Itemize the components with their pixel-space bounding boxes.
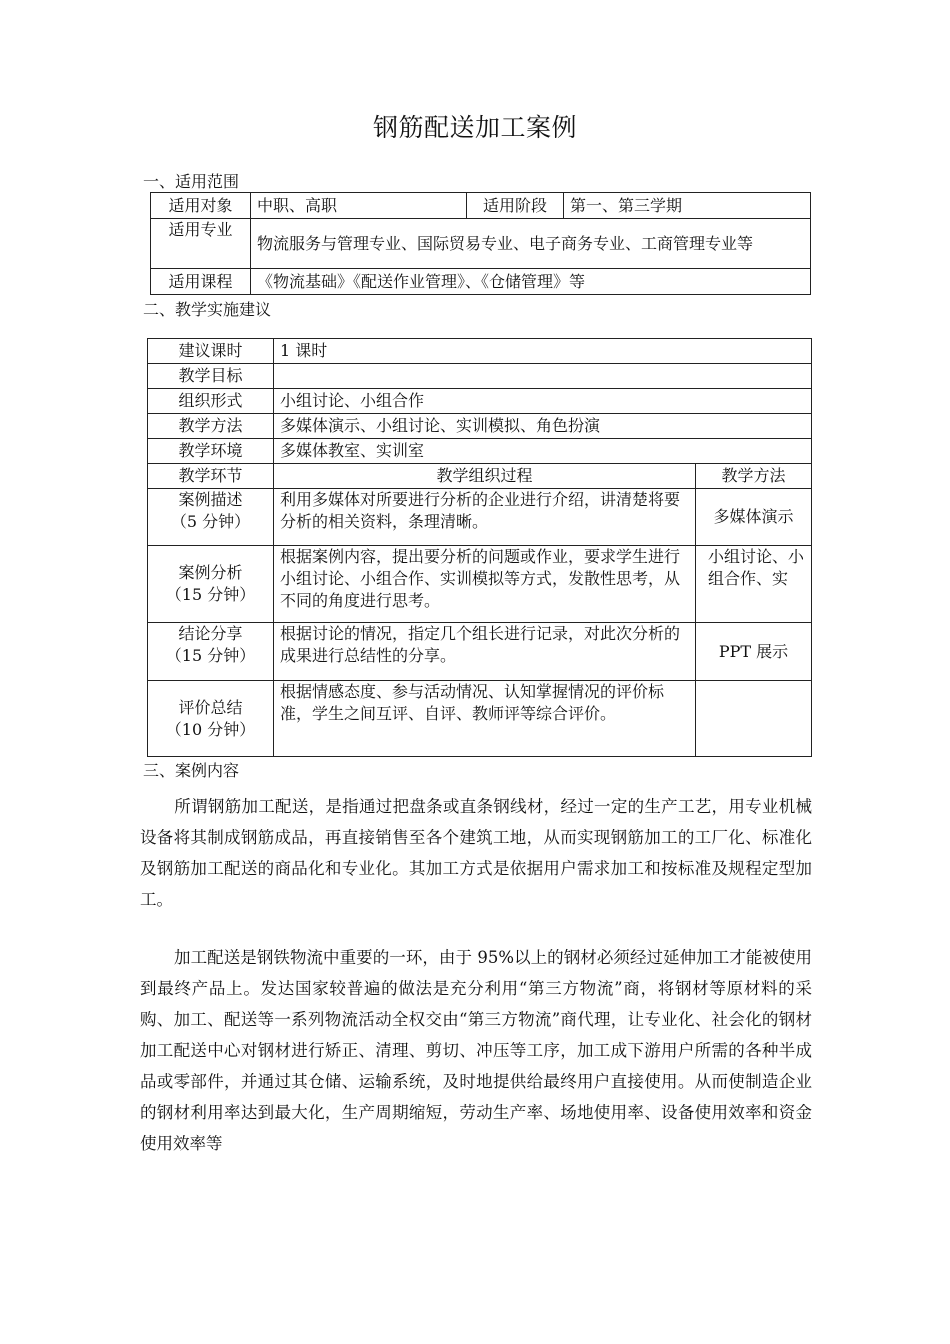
step-name: 案例描述 <box>178 490 243 509</box>
section-heading-teaching: 二、教学实施建议 <box>143 300 272 319</box>
head-process: 教学组织过程 <box>274 464 696 489</box>
step-process: 利用多媒体对所要进行分析的企业进行介绍，讲清楚将要分析的相关资料，条理清晰。 <box>274 489 696 546</box>
env-value: 多媒体教室、实训室 <box>274 439 812 464</box>
hours-value: 1 课时 <box>274 339 812 364</box>
step-duration: （10 分钟） <box>165 719 256 739</box>
course-label: 适用课程 <box>151 269 251 295</box>
method-value: 多媒体演示、小组讨论、实训模拟、角色扮演 <box>274 414 812 439</box>
goal-value <box>274 364 812 389</box>
step-process: 根据讨论的情况，指定几个组长进行记录，对此次分析的成果进行总结性的分享。 <box>274 623 696 681</box>
stage-label: 适用阶段 <box>467 193 564 219</box>
scope-table <box>150 192 811 295</box>
table-row <box>148 623 812 681</box>
step-method: PPT 展示 <box>696 623 812 681</box>
step-duration: （15 分钟） <box>165 585 256 604</box>
stage-value: 第一、第三学期 <box>564 193 811 219</box>
target-label: 适用对象 <box>151 193 251 219</box>
head-method: 教学方法 <box>696 464 812 489</box>
target-value: 中职、高职 <box>251 193 467 219</box>
step-name: 结论分享 <box>178 624 243 643</box>
hours-label: 建议课时 <box>148 339 274 364</box>
step-method: 多媒体演示 <box>696 489 812 546</box>
table-row <box>148 546 812 623</box>
org-value: 小组讨论、小组合作 <box>274 389 812 414</box>
table-row <box>148 681 812 757</box>
paragraph-1: 所谓钢筋加工配送，是指通过把盘条或直条钢线材，经过一定的生产工艺，用专业机械设备将其制成钢筋成品，再直接销售至各个建筑工地，从而实现钢筋加工的工厂化、标准化及钢筋加工配送的商品化和专业化。其加工方式是依据用户需求加工和按标准及规程定型加工。 <box>140 797 812 909</box>
course-value: 《物流基础》《配送作业管理》、《仓储管理》等 <box>251 269 811 295</box>
paragraph-2: 加工配送是钢铁物流中重要的一环，由于 95%以上的钢材必须经过延伸加工才能被使用到最终产品上。发达国家较普遍的做法是充分利用“第三方物流”商，将钢材等原材料的采购、加工、配送等一系列物流活动全权交由“第三方物流”商代理，让专业化、社会化的钢材加工配送中心对钢材进行矫正、清理、剪切、冲压等工序，加工成下游用户所需的各种半成品或零部件，并通过其仓储、运输系统，及时地提供给最终用户直接使用。从而使制造企业的钢材利用率达到最大化，生产周期缩短，劳动生产率、场地使用率、设备使用效率和资金使用效率等 <box>140 948 812 1153</box>
major-value: 物流服务与管理专业、国际贸易专业、电子商务专业、工商管理专业等 <box>251 219 811 269</box>
org-label: 组织形式 <box>148 389 274 414</box>
env-label: 教学环境 <box>148 439 274 464</box>
major-label: 适用专业 <box>151 219 251 269</box>
step-name: 案例分析 <box>178 563 243 582</box>
teaching-table <box>147 338 812 757</box>
page-title: 钢筋配送加工案例 <box>372 113 577 142</box>
step-method: 小组讨论、小组合作、实 <box>696 546 812 623</box>
method-label: 教学方法 <box>148 414 274 439</box>
section-heading-scope: 一、适用范围 <box>143 172 240 191</box>
head-step: 教学环节 <box>148 464 274 489</box>
step-duration: （5 分钟） <box>170 512 251 531</box>
step-name: 评价总结 <box>178 697 243 717</box>
step-process: 根据情感态度、参与活动情况、认知掌握情况的评价标准，学生之间互评、自评、教师评等综合评价。 <box>274 681 696 757</box>
step-method <box>696 681 812 757</box>
table-row <box>148 489 812 546</box>
step-duration: （15 分钟） <box>165 646 256 665</box>
section-heading-content: 三、案例内容 <box>143 761 240 780</box>
step-process: 根据案例内容，提出要分析的问题或作业，要求学生进行小组讨论、小组合作、实训模拟等方式，发散性思考，从不同的角度进行思考。 <box>274 546 696 623</box>
goal-label: 教学目标 <box>148 364 274 389</box>
